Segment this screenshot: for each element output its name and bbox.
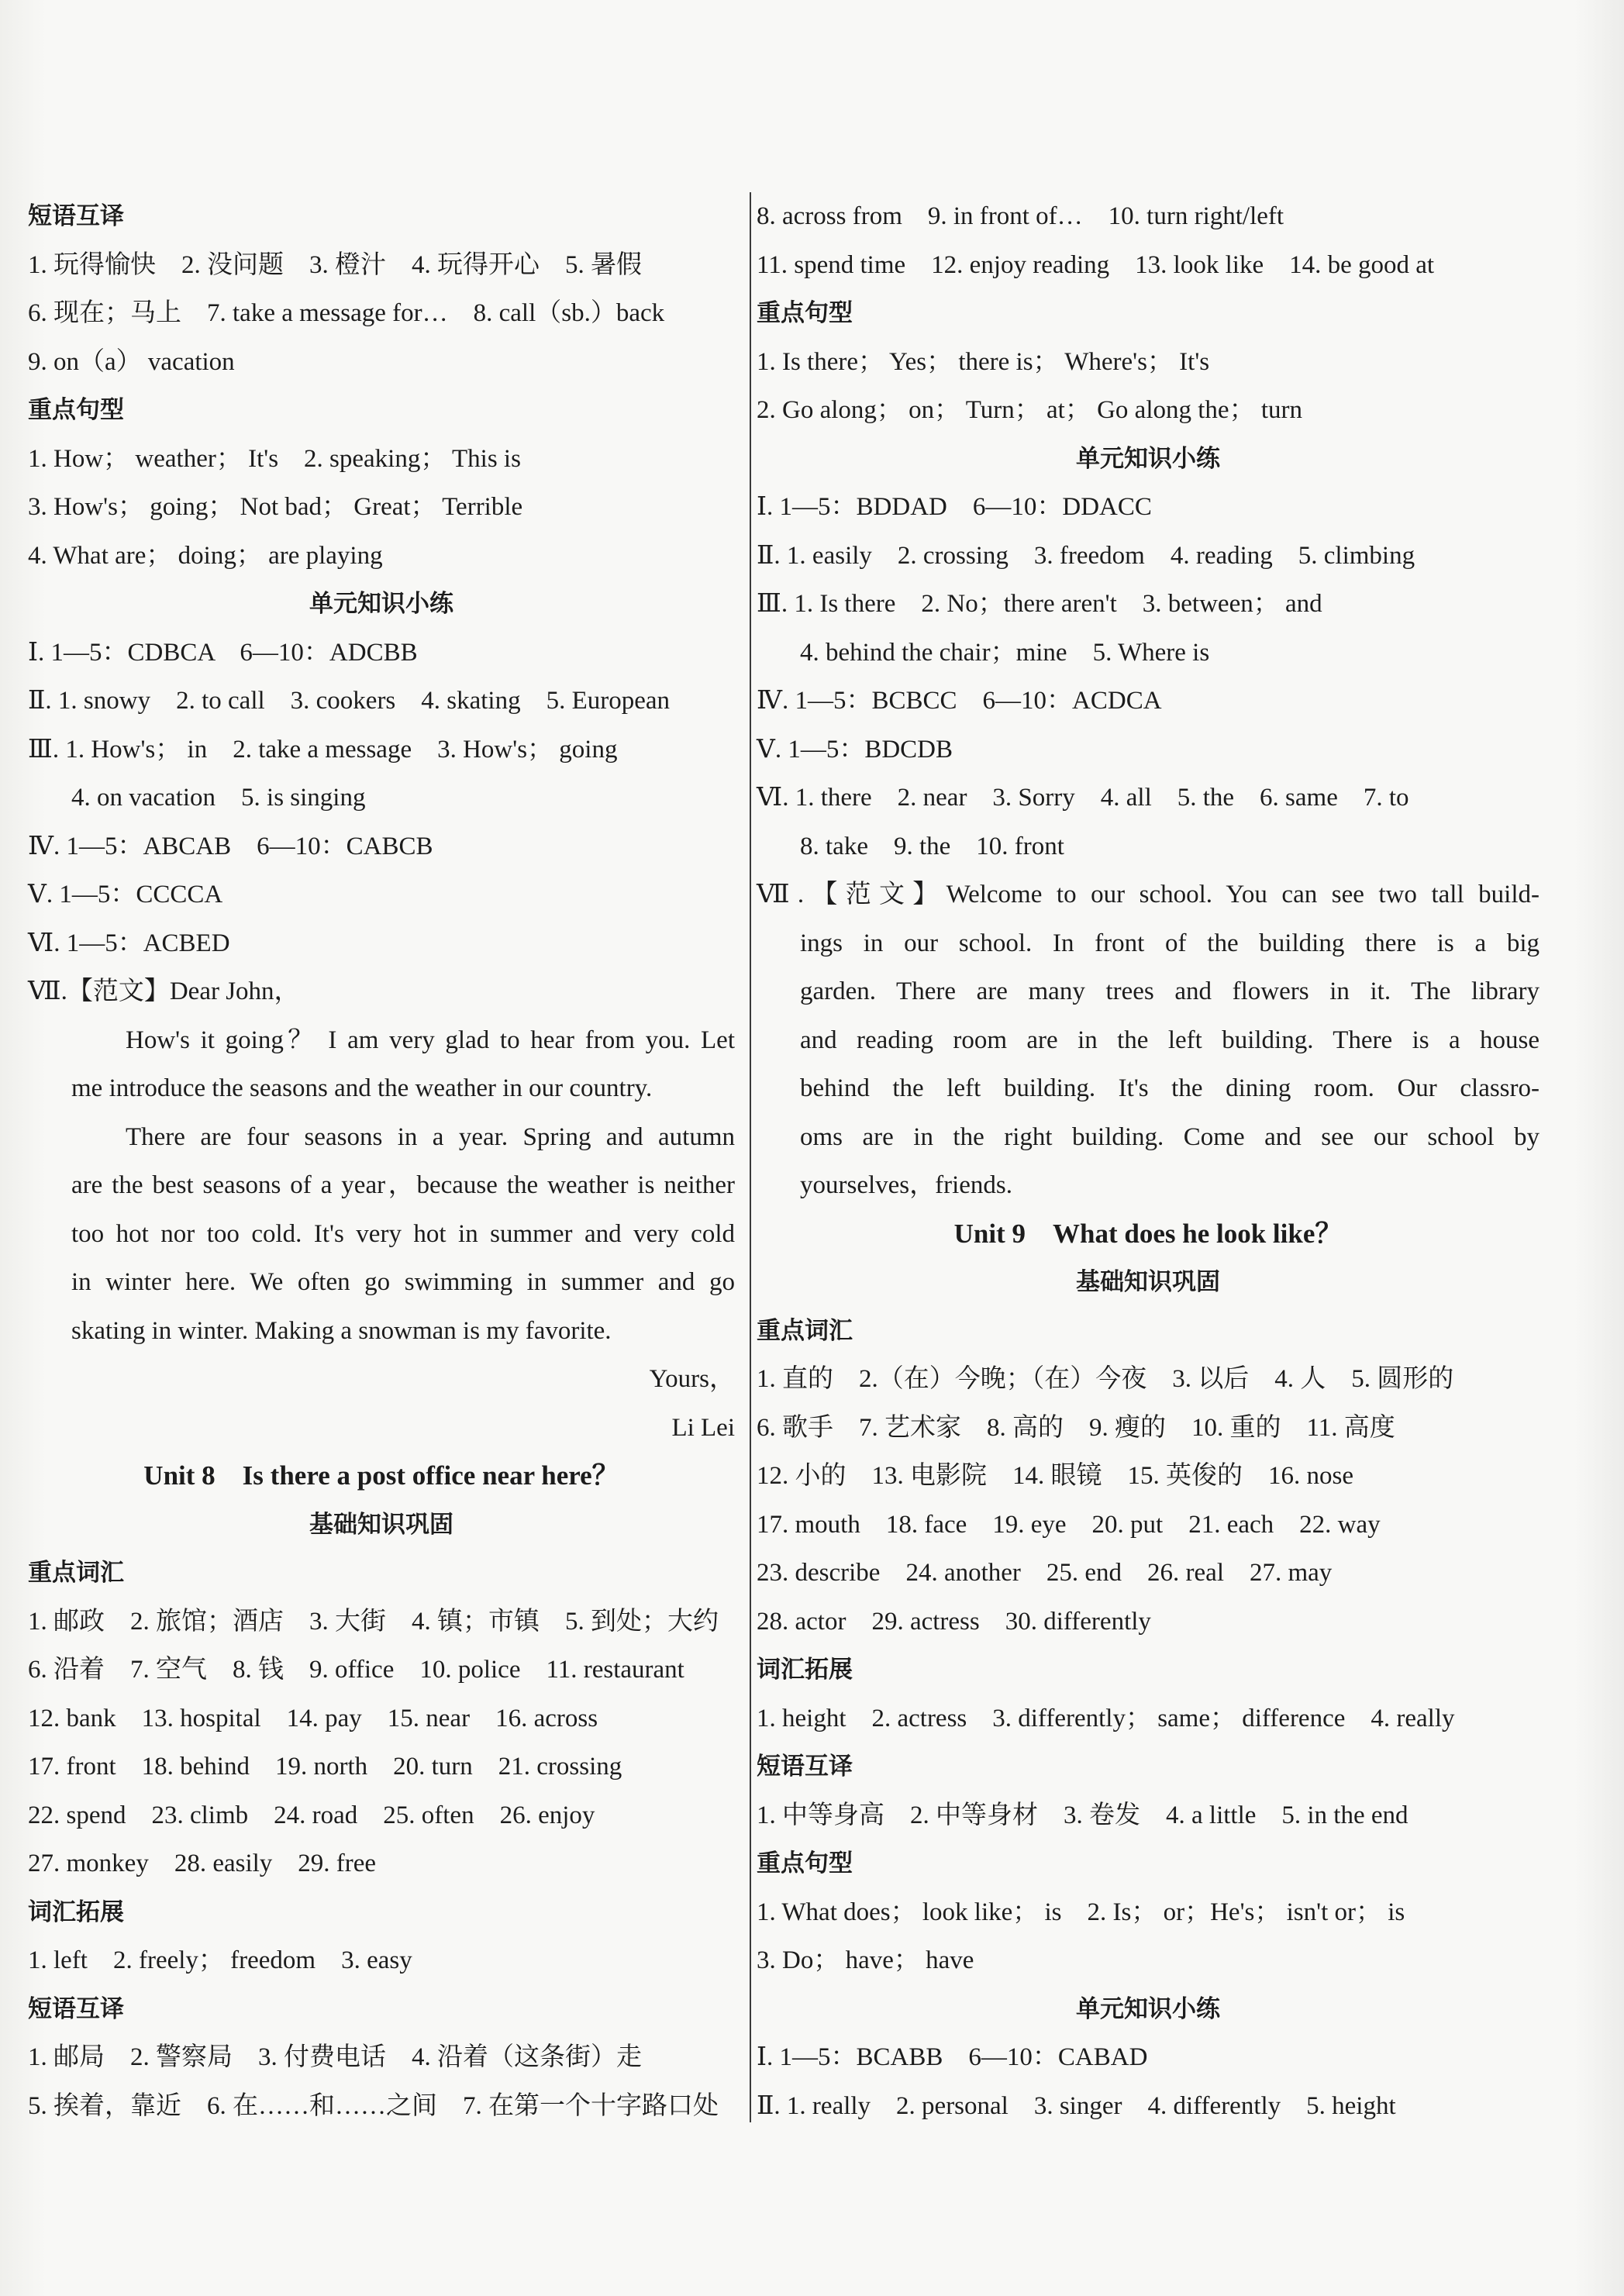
section-heading: 重点句型 — [757, 299, 853, 327]
essay-line: There are four seasons in a year. Spring and autumn — [126, 1122, 735, 1151]
essay-line: skating in winter. Making a snowman is my favorite. — [71, 1316, 612, 1345]
answer-line: Ⅰ. 1—5：BDDAD 6—10：DDACC — [757, 493, 1152, 521]
answer-line: 22. spend 23. climb 24. road 25. often 26. enjoy — [28, 1801, 595, 1829]
section-heading: 单元知识小练 — [1076, 1994, 1220, 2023]
section-heading: 重点句型 — [28, 396, 124, 424]
answer-line: 17. mouth 18. face 19. eye 20. put 21. each 22. way — [757, 1510, 1381, 1539]
column-divider — [750, 192, 751, 2122]
left-column — [28, 192, 735, 2130]
answer-line: Ⅴ. 1—5：CCCCA — [28, 881, 223, 908]
answer-line: 1. 玩得愉快 2. 没问题 3. 橙汁 4. 玩得开心 5. 暑假 — [28, 250, 642, 279]
answer-line: Ⅱ. 1. really 2. personal 3. singer 4. differently 5. height — [757, 2091, 1396, 2120]
answer-line: Ⅱ. 1. snowy 2. to call 3. cookers 4. skating 5. European — [28, 687, 671, 715]
section-heading: 重点词汇 — [28, 1559, 124, 1587]
answer-line: 3. How's； going； Not bad； Great； Terrible — [28, 493, 523, 521]
answer-line: 1. left 2. freely； freedom 3. easy — [28, 1946, 412, 1974]
answer-line: Ⅴ. 1—5：BDCDB — [757, 735, 953, 764]
answer-line: 3. Do； have； have — [757, 1946, 974, 1974]
answer-line: 8. across from 9. in front of… 10. turn right/left — [757, 202, 1284, 230]
essay-line: me introduce the seasons and the weather in our country. — [71, 1074, 653, 1102]
answer-line: 4. on vacation 5. is singing — [71, 784, 366, 812]
answer-line: 6. 现在；马上 7. take a message for… 8. call（sb.）back — [28, 299, 665, 327]
answer-line: Ⅶ.【范文】Dear John， — [28, 977, 300, 1005]
answer-line: and reading room are in the left building. There is a house — [800, 1026, 1540, 1054]
answer-line: 11. spend time 12. enjoy reading 13. look like 14. be good at — [757, 250, 1435, 279]
answer-line: 1. 邮政 2. 旅馆；酒店 3. 大街 4. 镇；市镇 5. 到处；大约 — [28, 1607, 719, 1636]
answer-line: 1. Is there； Yes； there is； Where's； It's — [757, 347, 1210, 376]
essay-line: in winter here. We often go swimming in summer and go — [71, 1268, 735, 1296]
answer-line: 2. Go along； on； Turn； at； Go along the； turn — [757, 396, 1302, 424]
section-heading: 词汇拓展 — [757, 1656, 853, 1684]
answer-line: Ⅵ. 1. there 2. near 3. Sorry 4. all 5. the 6. same 7. to — [757, 784, 1409, 812]
section-heading: 词汇拓展 — [28, 1898, 124, 1926]
essay-line: How's it going？ I am very glad to hear from you. Let — [126, 1026, 735, 1054]
answer-line: Ⅰ. 1—5：CDBCA 6—10：ADCBB — [28, 638, 418, 667]
answer-line: 6. 沿着 7. 空气 8. 钱 9. office 10. police 11. restaurant — [28, 1656, 684, 1684]
section-heading: 重点句型 — [757, 1850, 853, 1877]
answer-line: 1. What does； look like； is 2. Is； or；He's； isn't or； is — [757, 1898, 1405, 1926]
answer-line: 9. on（a） vacation — [28, 347, 235, 376]
answer-line: oms are in the right building. Come and see our school by — [800, 1122, 1540, 1151]
answer-line: Ⅲ. 1. Is there 2. No；there aren't 3. between； and — [757, 590, 1322, 618]
answer-line: 23. describe 24. another 25. end 26. real 27. may — [757, 1559, 1333, 1587]
section-heading: 短语互译 — [28, 202, 124, 230]
section-heading: 重点词汇 — [757, 1316, 853, 1345]
answer-line: 1. 中等身高 2. 中等身材 3. 卷发 4. a little 5. in the end — [757, 1801, 1409, 1829]
answer-line: Ⅱ. 1. easily 2. crossing 3. freedom 4. reading 5. climbing — [757, 541, 1415, 570]
essay-line: are the best seasons of a year，because the weather is neither — [71, 1171, 735, 1199]
answer-line: garden. There are many trees and flowers in it. The library — [800, 977, 1540, 1005]
answer-line: 17. front 18. behind 19. north 20. turn 21. crossing — [28, 1753, 622, 1781]
answer-line: 27. monkey 28. easily 29. free — [28, 1850, 377, 1877]
answer-line: 1. 直的 2.（在）今晚；（在）今夜 3. 以后 4. 人 5. 圆形的 — [757, 1365, 1454, 1393]
answer-line: 1. height 2. actress 3. differently； same； difference 4. really — [757, 1704, 1455, 1732]
answer-line: Ⅵ. 1—5：ACBED — [28, 929, 230, 957]
answer-line: 1. How； weather； It's 2. speaking； This is — [28, 444, 521, 473]
answer-line: Ⅰ. 1—5：BCABB 6—10：CABAD — [757, 2043, 1148, 2071]
answer-line: Ⅳ. 1—5：ABCAB 6—10：CABCB — [28, 832, 433, 860]
answer-line: Ⅳ. 1—5：BCBCC 6—10：ACDCA — [757, 687, 1162, 715]
answer-line: 12. 小的 13. 电影院 14. 眼镜 15. 英俊的 16. nose — [757, 1462, 1353, 1490]
answer-line: Ⅶ.【范文】Welcome to our school. You can see two tall build- — [757, 881, 1540, 908]
answer-line: 4. What are； doing； are playing — [28, 541, 383, 570]
answer-line: 5. 挨着，靠近 6. 在……和……之间 7. 在第一个十字路口处 — [28, 2091, 719, 2120]
answer-line: 28. actor 29. actress 30. differently — [757, 1607, 1151, 1636]
section-heading: 单元知识小练 — [1076, 444, 1220, 473]
section-heading: 基础知识巩固 — [1076, 1268, 1220, 1296]
answer-line: 1. 邮局 2. 警察局 3. 付费电话 4. 沿着（这条街）走 — [28, 2043, 642, 2071]
answer-line: yourselves，friends. — [800, 1171, 1013, 1199]
answer-line: Ⅲ. 1. How's； in 2. take a message 3. How's； going — [28, 735, 618, 764]
unit-title: Unit 9 What does he look like？ — [953, 1218, 1343, 1249]
unit-title: Unit 8 Is there a post office near here？ — [143, 1460, 619, 1491]
section-heading: 短语互译 — [28, 1994, 124, 2023]
section-heading: 短语互译 — [757, 1753, 853, 1781]
section-heading: 基础知识巩固 — [309, 1510, 453, 1539]
answer-line: 6. 歌手 7. 艺术家 8. 高的 9. 瘦的 10. 重的 11. 高度 — [757, 1413, 1395, 1442]
section-heading: 单元知识小练 — [309, 590, 453, 618]
right-column — [757, 192, 1540, 2130]
answer-line: 4. behind the chair；mine 5. Where is — [800, 638, 1210, 667]
answer-line: 12. bank 13. hospital 14. pay 15. near 16. across — [28, 1704, 598, 1732]
answer-line: 8. take 9. the 10. front — [800, 832, 1064, 860]
answer-line: behind the left building. It's the dining room. Our classro- — [800, 1074, 1540, 1102]
essay-signoff: Li Lei — [671, 1413, 735, 1442]
essay-line: too hot nor too cold. It's very hot in summer and very cold — [71, 1219, 735, 1248]
essay-signoff: Yours， — [649, 1365, 735, 1393]
answer-line: ings in our school. In front of the building there is a big — [800, 929, 1540, 957]
